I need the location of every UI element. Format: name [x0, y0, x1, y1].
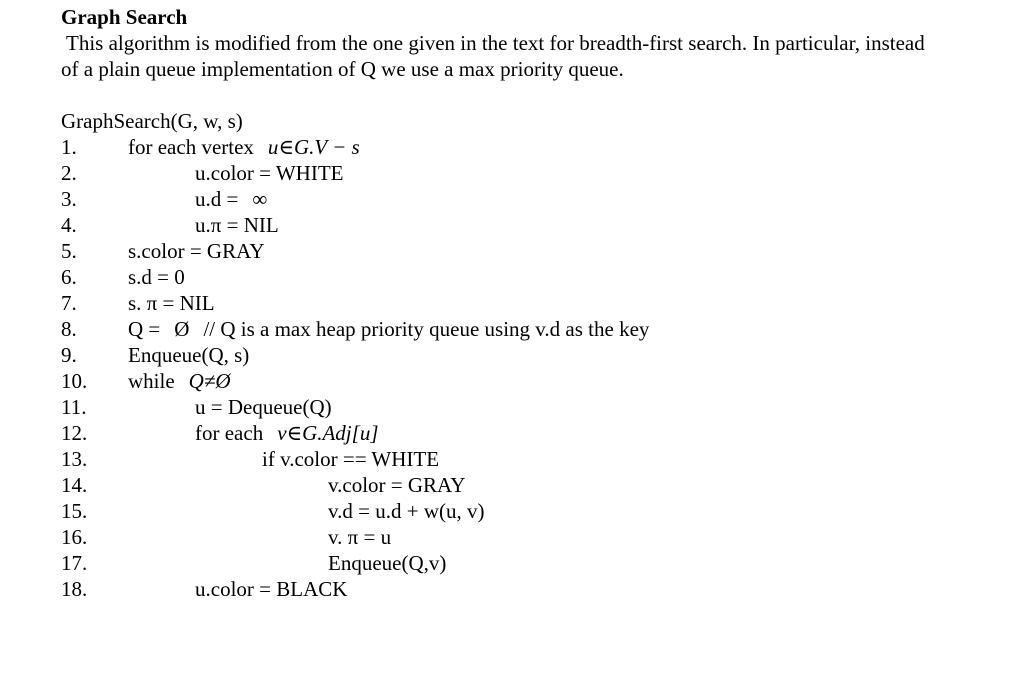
infinity-symbol: ∞: [252, 187, 268, 211]
pseudocode-block: [61, 134, 1011, 602]
code-comment: // Q is a max heap priority queue using v.d as the key: [203, 317, 650, 341]
statement-text: for each: [195, 421, 264, 445]
line-number: 17.: [61, 551, 88, 575]
code-statement: [195, 420, 379, 446]
spacer: [61, 82, 1011, 108]
code-statement: u.π = NIL: [195, 213, 279, 237]
code-line-2: [61, 160, 1011, 186]
code-line-16: [61, 524, 1011, 550]
line-number: 16.: [61, 525, 88, 549]
code-line-17: [61, 550, 1011, 576]
line-number: 9.: [61, 343, 77, 367]
line-number: 5.: [61, 239, 77, 263]
intro-paragraph: [61, 30, 1001, 82]
code-statement: [128, 368, 231, 394]
code-line-18: [61, 576, 1011, 602]
line-number: 4.: [61, 213, 77, 237]
line-number: 3.: [61, 187, 77, 211]
code-statement: v.d = u.d + w(u, v): [328, 499, 485, 523]
code-line-15: [61, 498, 1011, 524]
code-line-8: [61, 316, 1011, 342]
intro-line-2: of a plain queue implementation of Q we use a max priority queue.: [61, 57, 624, 81]
math-expression: v∈G.Adj[u]: [277, 421, 379, 445]
line-number: 13.: [61, 447, 88, 471]
code-statement: u = Dequeue(Q): [195, 395, 332, 419]
page-title: Graph Search: [61, 5, 188, 29]
code-statement: s.d = 0: [128, 265, 185, 289]
line-number: 15.: [61, 499, 88, 523]
document: [61, 4, 1011, 602]
math-expression: Q≠Ø: [188, 369, 231, 393]
function-signature: GraphSearch(G, w, s): [61, 109, 243, 133]
code-line-6: [61, 264, 1011, 290]
code-statement: [195, 186, 267, 212]
code-statement: Enqueue(Q,v): [328, 551, 447, 575]
line-number: 7.: [61, 291, 77, 315]
code-statement: if v.color == WHITE: [262, 447, 440, 471]
code-line-1: [61, 134, 1011, 160]
statement-text: while: [128, 369, 175, 393]
code-line-14: [61, 472, 1011, 498]
code-statement: v. π = u: [328, 525, 392, 549]
code-statement: s.color = GRAY: [128, 239, 265, 263]
line-number: 2.: [61, 161, 77, 185]
code-statement: v.color = GRAY: [328, 473, 466, 497]
line-number: 8.: [61, 317, 77, 341]
code-line-13: [61, 446, 1011, 472]
statement-text: Q =: [128, 317, 161, 341]
code-line-12: [61, 420, 1011, 446]
code-statement: Enqueue(Q, s): [128, 343, 250, 367]
code-line-5: [61, 238, 1011, 264]
code-line-7: [61, 290, 1011, 316]
math-expression: u∈G.V − s: [267, 135, 360, 159]
code-statement: u.color = BLACK: [195, 577, 348, 601]
code-line-3: [61, 186, 1011, 212]
code-statement: s. π = NIL: [128, 291, 215, 315]
line-number: 14.: [61, 473, 88, 497]
code-statement: [128, 316, 649, 342]
empty-set-symbol: Ø: [174, 317, 190, 341]
code-line-4: [61, 212, 1011, 238]
line-number: 18.: [61, 577, 88, 601]
code-line-9: [61, 342, 1011, 368]
line-number: 1.: [61, 135, 77, 159]
code-statement: u.color = WHITE: [195, 161, 344, 185]
line-number: 6.: [61, 265, 77, 289]
line-number: 11.: [61, 395, 87, 419]
line-number: 10.: [61, 369, 88, 393]
statement-text: for each vertex: [128, 135, 254, 159]
code-statement: [128, 134, 360, 160]
code-line-11: [61, 394, 1011, 420]
statement-text: u.d =: [195, 187, 239, 211]
code-line-10: [61, 368, 1011, 394]
intro-line-1: This algorithm is modified from the one given in the text for breadth-first search. In particular, instead: [66, 31, 925, 55]
line-number: 12.: [61, 421, 88, 445]
